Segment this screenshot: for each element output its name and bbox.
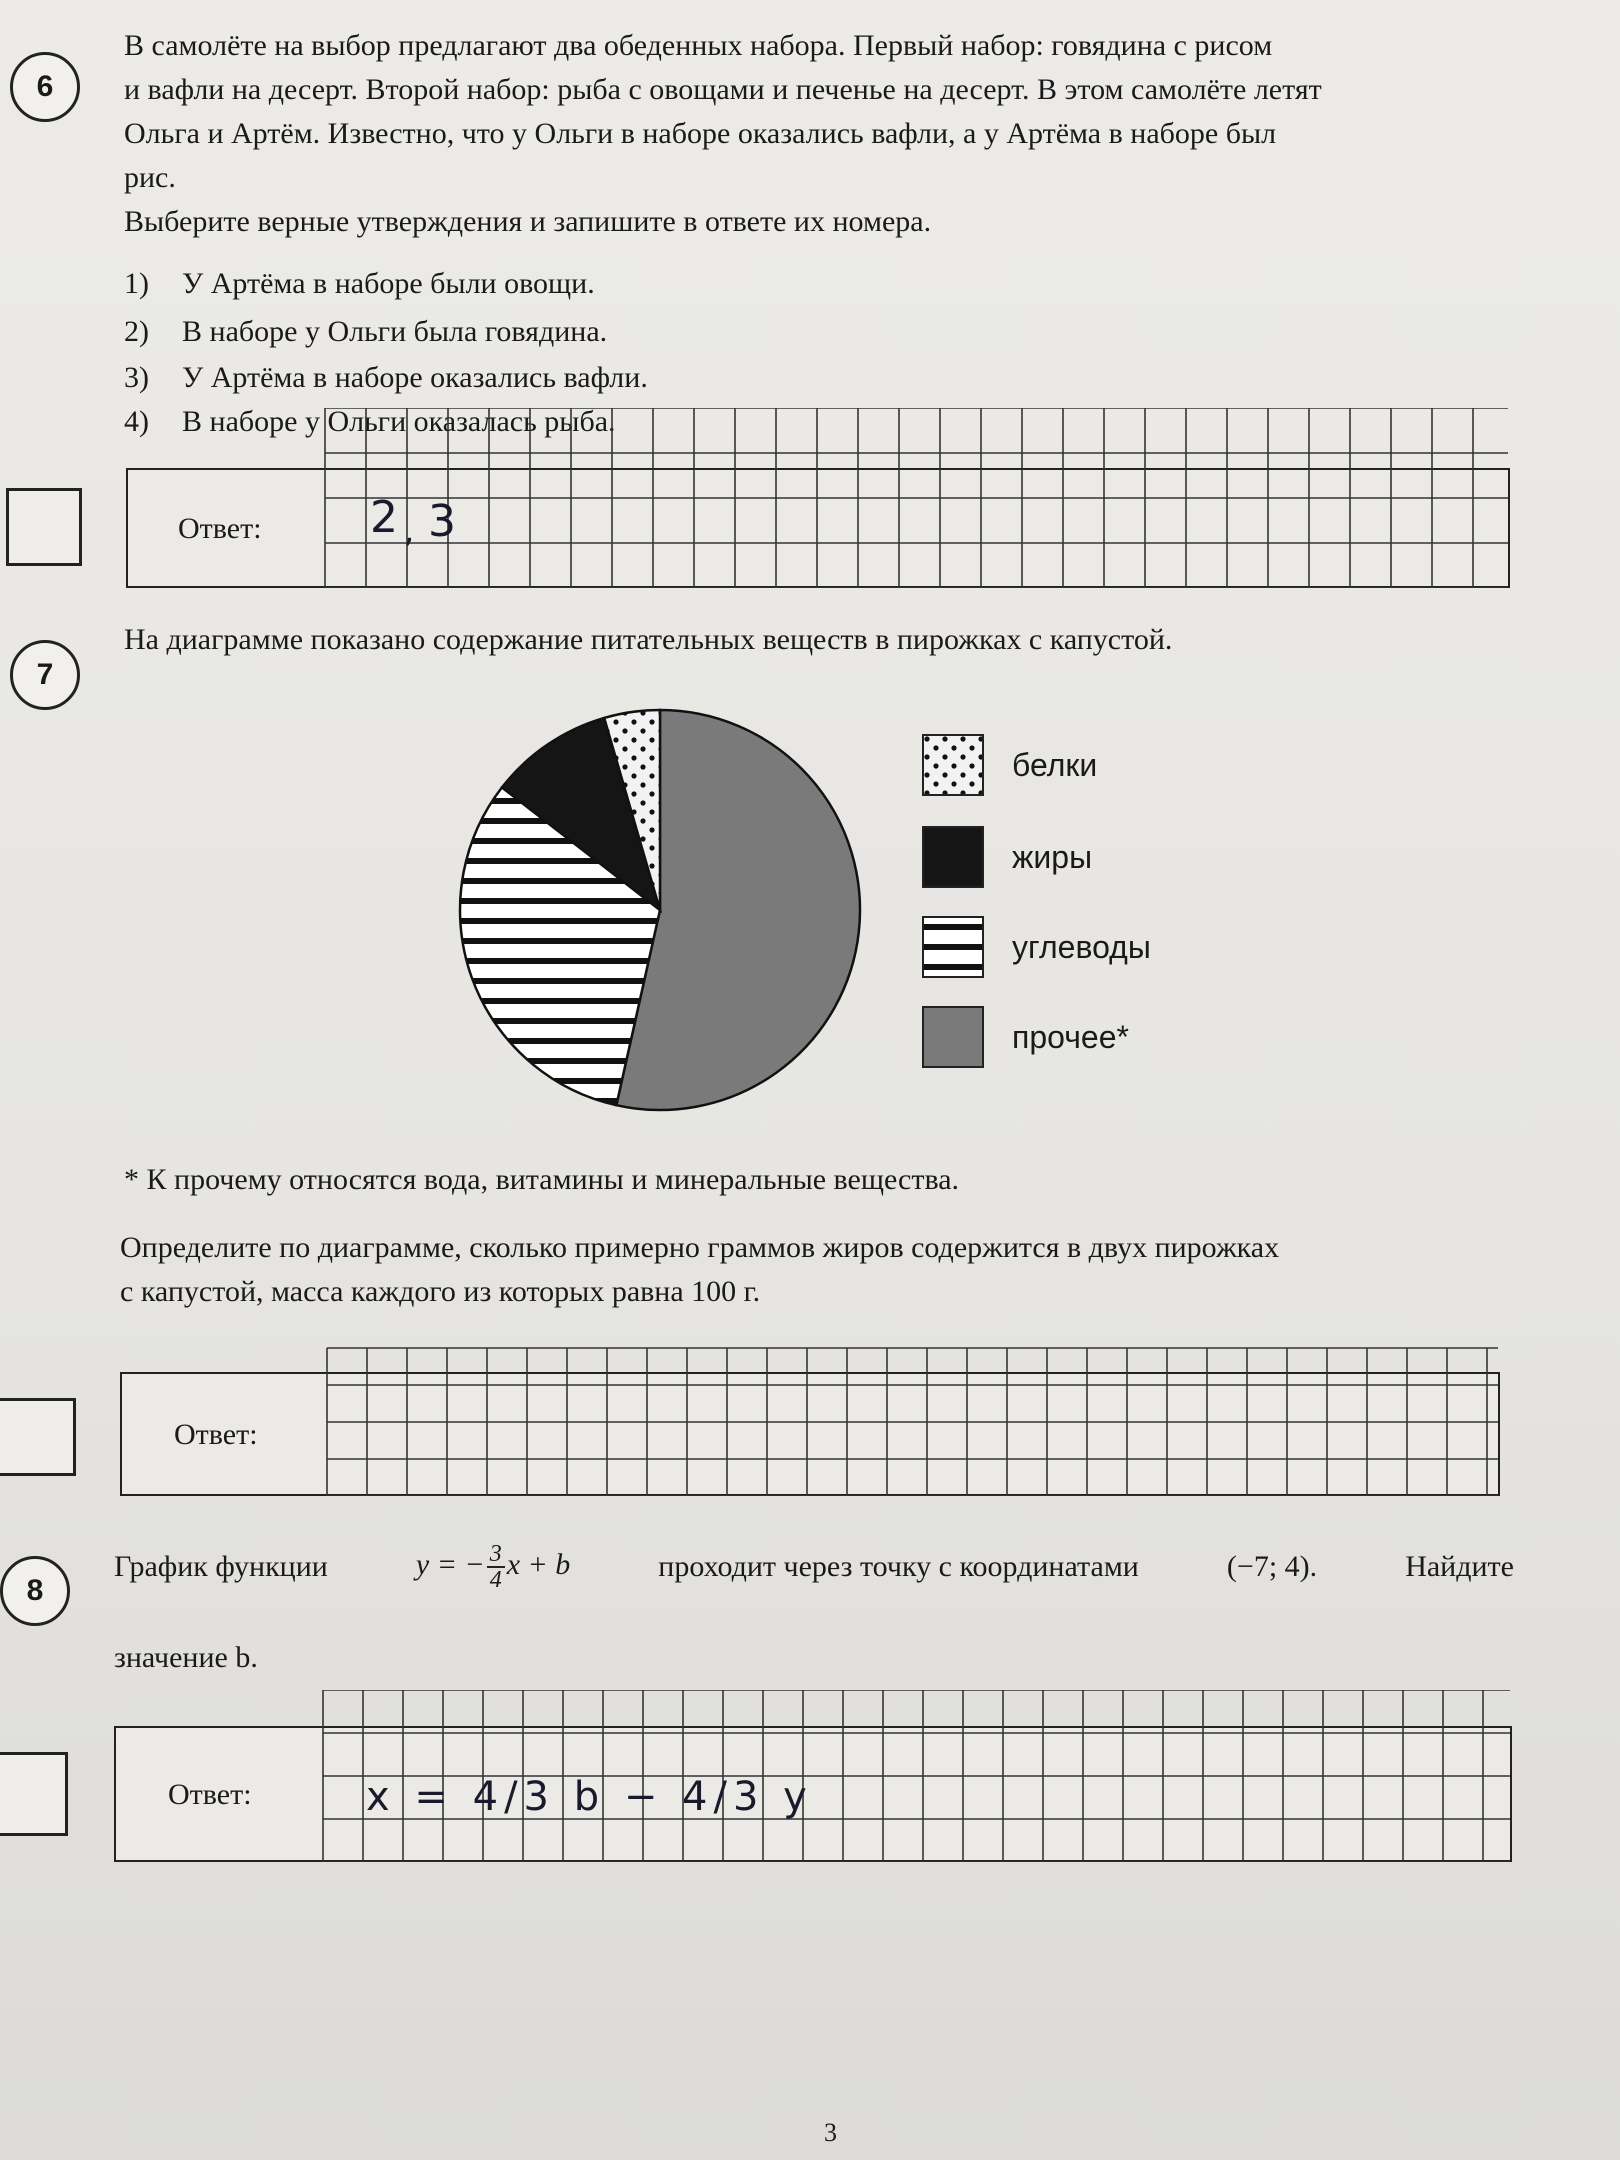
- legend-item-prochee: [922, 1006, 1129, 1068]
- q6-answer-grid[interactable]: [324, 408, 1510, 588]
- q6-handwritten-2: 2: [370, 492, 398, 543]
- page-number: 3: [824, 2118, 837, 2147]
- q6-option-1: [124, 262, 595, 306]
- q6-option-3-text: У Артёма в наборе оказались вафли.: [182, 361, 648, 394]
- q7-intro-text: На диаграмме показано содержание питательных веществ в пирожках с капустой.: [124, 623, 1173, 656]
- legend-swatch-belki: [922, 734, 984, 796]
- legend-swatch-uglevody: [922, 916, 984, 978]
- q8-point: (−7; 4).: [1226, 1550, 1318, 1583]
- q6-line-2: и вафли на десерт. Второй набор: рыба с овощами и печенье на десерт. В этом самолёте летят: [124, 73, 1322, 106]
- q6-handwritten-comma: ,: [404, 512, 415, 550]
- q7-footnote: [124, 1158, 1524, 1202]
- question-number-7: [10, 640, 80, 710]
- q6-handwritten-3: 3: [428, 496, 456, 547]
- q8-frac-den: 4: [489, 1567, 502, 1593]
- q8-score-box[interactable]: [0, 1752, 68, 1836]
- legend-label-uglevody: углеводы: [1012, 928, 1151, 965]
- q8-line-2: [114, 1636, 258, 1680]
- q7-question: [120, 1226, 1520, 1314]
- q6-option-3: [124, 356, 648, 400]
- q6-score-box[interactable]: [6, 488, 82, 566]
- q8-number-text: 8: [26, 1574, 44, 1607]
- q6-line-1: В самолёте на выбор предлагают два обеденных набора. Первый набор: говядина с рисом: [124, 29, 1273, 62]
- q6-option-1-text: У Артёма в наборе были овощи.: [182, 267, 595, 300]
- legend-item-zhiry: [922, 826, 1092, 888]
- q6-option-2: [124, 310, 607, 354]
- q6-number-text: 6: [36, 70, 54, 103]
- q6-option-4-text: В наборе у Ольги оказалась рыба.: [182, 405, 616, 438]
- q8-handwritten-answer: x = 4/3 b − 4/3 y: [366, 1774, 813, 1820]
- q8-answer-label: Ответ:: [168, 1778, 252, 1811]
- q7-question-line-2: с капустой, масса каждого из которых равна 100 г.: [120, 1275, 761, 1308]
- q7-number-text: 7: [36, 658, 54, 691]
- legend-item-belki: [922, 734, 1097, 796]
- legend-label-prochee: прочее*: [1012, 1018, 1129, 1055]
- q6-line-4: рис.: [124, 161, 176, 194]
- q6-option-2-text: В наборе у Ольги была говядина.: [182, 315, 608, 348]
- q8-text-b: проходит через точку с координатами: [658, 1550, 1139, 1583]
- q7-answer-grid[interactable]: [326, 1346, 1500, 1496]
- q6-option-4-num: 4): [124, 405, 149, 438]
- q8-text-a: График функции: [114, 1550, 328, 1583]
- q7-score-box[interactable]: [0, 1398, 76, 1476]
- q8-line-2-text: значение b.: [114, 1641, 258, 1674]
- q8-formula-y: y = −: [415, 1547, 485, 1581]
- q6-line-3: Ольга и Артём. Известно, что у Ольги в наборе оказались вафли, а у Артёма в наборе был: [124, 117, 1277, 150]
- q8-formula: [416, 1542, 570, 1592]
- q6-instruction: Выберите верные утверждения и запишите в ответе их номера.: [124, 205, 932, 238]
- question-number-6: [10, 52, 80, 122]
- q8-frac-num: 3: [489, 1541, 502, 1567]
- legend-label-belki: белки: [1012, 746, 1098, 783]
- legend-item-uglevody: [922, 916, 1151, 978]
- q6-option-3-num: 3): [124, 361, 149, 394]
- q6-option-1-num: 1): [124, 267, 149, 300]
- pie-chart: [440, 690, 880, 1130]
- q6-text: [124, 24, 1504, 244]
- q8-text-c: Найдите: [1405, 1550, 1514, 1583]
- q8-fraction: [487, 1542, 505, 1592]
- q7-intro: [124, 618, 1524, 662]
- q8-line-1: [114, 1542, 1514, 1592]
- question-number-8: [0, 1556, 70, 1626]
- q6-answer-label: Ответ:: [178, 512, 262, 545]
- legend-label-zhiry: жиры: [1012, 838, 1093, 875]
- legend-swatch-zhiry: [922, 826, 984, 888]
- q8-formula-rest: x + b: [506, 1547, 571, 1581]
- q7-answer-label: Ответ:: [174, 1418, 258, 1451]
- q7-footnote-text: * К прочему относятся вода, витамины и минеральные вещества.: [124, 1163, 960, 1196]
- q6-option-2-num: 2): [124, 315, 149, 348]
- q7-question-line-1: Определите по диаграмме, сколько примерно граммов жиров содержится в двух пирожках: [120, 1231, 1280, 1264]
- legend-swatch-prochee: [922, 1006, 984, 1068]
